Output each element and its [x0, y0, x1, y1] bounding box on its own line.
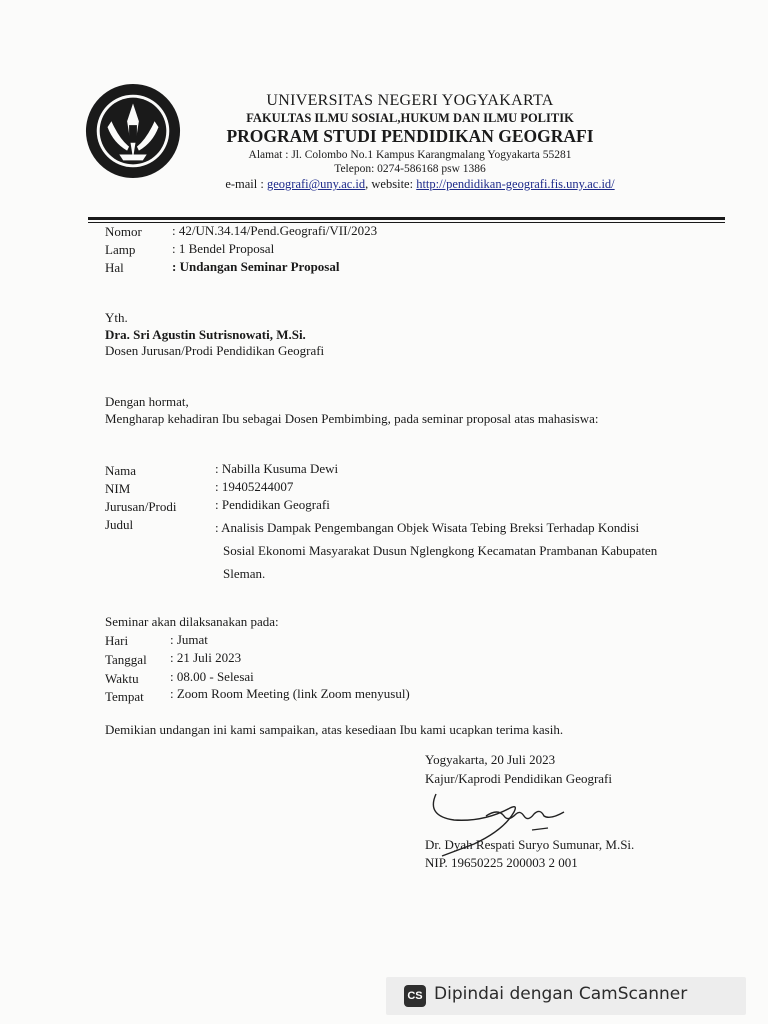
meta-value-hal: : Undangan Seminar Proposal: [172, 259, 340, 274]
meta-value-lamp: : 1 Bendel Proposal: [172, 241, 275, 256]
schedule-intro: Seminar akan dilaksanakan pada:: [105, 614, 279, 629]
thesis-title-line-1: : Analisis Dampak Pengembangan Objek Wisata Tebing Breksi Terhadap Kondisi: [215, 520, 640, 535]
website-label: , website:: [365, 177, 417, 191]
university-name: UNIVERSITAS NEGERI YOGYAKARTA: [266, 92, 554, 109]
camscanner-watermark: [386, 977, 746, 1015]
phone: Telepon: 0274-586168 psw 1386: [334, 163, 486, 175]
student-label-nama: Nama: [105, 463, 137, 478]
salutation: Yth.: [105, 310, 128, 325]
thesis-title-line-2: Sosial Ekonomi Masyarakat Dusun Nglengkong Kecamatan Prambanan Kabupaten: [223, 543, 658, 558]
schedule-value-waktu: : 08.00 - Selesai: [170, 669, 254, 684]
address: Alamat : Jl. Colombo No.1 Kampus Karangmalang Yogyakarta 55281: [248, 149, 572, 161]
email-label: e-mail :: [225, 177, 267, 191]
thesis-title-line-3: Sleman.: [223, 566, 266, 581]
email-link[interactable]: geografi@uny.ac.id: [266, 177, 366, 191]
student-value-nim: : 19405244007: [215, 479, 294, 494]
signatory-nip: NIP. 19650225 200003 2 001: [425, 855, 578, 870]
signature-title: Kajur/Kaprodi Pendidikan Geografi: [425, 771, 613, 786]
recipient-position: Dosen Jurusan/Prodi Pendidikan Geografi: [105, 343, 325, 358]
website-link[interactable]: http://pendidikan-geografi.fis.uny.ac.id/: [416, 177, 615, 191]
meta-label-hal: Hal: [105, 260, 124, 275]
schedule-value-tempat: : Zoom Room Meeting (link Zoom menyusul): [170, 686, 410, 701]
schedule-label-tanggal: Tanggal: [105, 652, 147, 667]
schedule-value-hari: : Jumat: [170, 632, 208, 647]
student-label-judul: Judul: [105, 517, 134, 532]
camscanner-logo-icon: CS: [404, 985, 426, 1007]
student-value-nama: : Nabilla Kusuma Dewi: [215, 461, 339, 476]
closing-text: Demikian undangan ini kami sampaikan, atas kesediaan Ibu kami ucapkan terima kasih.: [105, 722, 564, 737]
recipient-name: Dra. Sri Agustin Sutrisnowati, M.Si.: [105, 327, 306, 342]
student-value-prodi: : Pendidikan Geografi: [215, 497, 330, 512]
thesis-title: [215, 516, 715, 585]
camscanner-text: Dipindai dengan CamScanner: [434, 984, 688, 1004]
schedule-label-tempat: Tempat: [105, 689, 144, 704]
intro-text: Mengharap kehadiran Ibu sebagai Dosen Pembimbing, pada seminar proposal atas mahasiswa:: [105, 411, 599, 426]
contact-line: [180, 177, 660, 192]
signature-place-date: Yogyakarta, 20 Juli 2023: [425, 752, 556, 767]
meta-label-lamp: Lamp: [105, 242, 136, 257]
greeting: Dengan hormat,: [105, 394, 189, 409]
faculty-name: FAKULTAS ILMU SOSIAL,HUKUM DAN ILMU POLITIK: [246, 111, 574, 125]
student-label-nim: NIM: [105, 481, 131, 496]
schedule-label-hari: Hari: [105, 633, 129, 648]
header-divider-thick: [88, 217, 725, 220]
meta-value-nomor: : 42/UN.34.14/Pend.Geografi/VII/2023: [172, 223, 378, 238]
meta-label-nomor: Nomor: [105, 224, 142, 239]
program-name: PROGRAM STUDI PENDIDIKAN GEOGRAFI: [226, 126, 594, 146]
schedule-value-tanggal: : 21 Juli 2023: [170, 650, 242, 665]
student-label-prodi: Jurusan/Prodi: [105, 499, 177, 514]
schedule-label-waktu: Waktu: [105, 671, 139, 686]
signatory-name: Dr. Dyah Respati Suryo Sumunar, M.Si.: [425, 837, 635, 852]
